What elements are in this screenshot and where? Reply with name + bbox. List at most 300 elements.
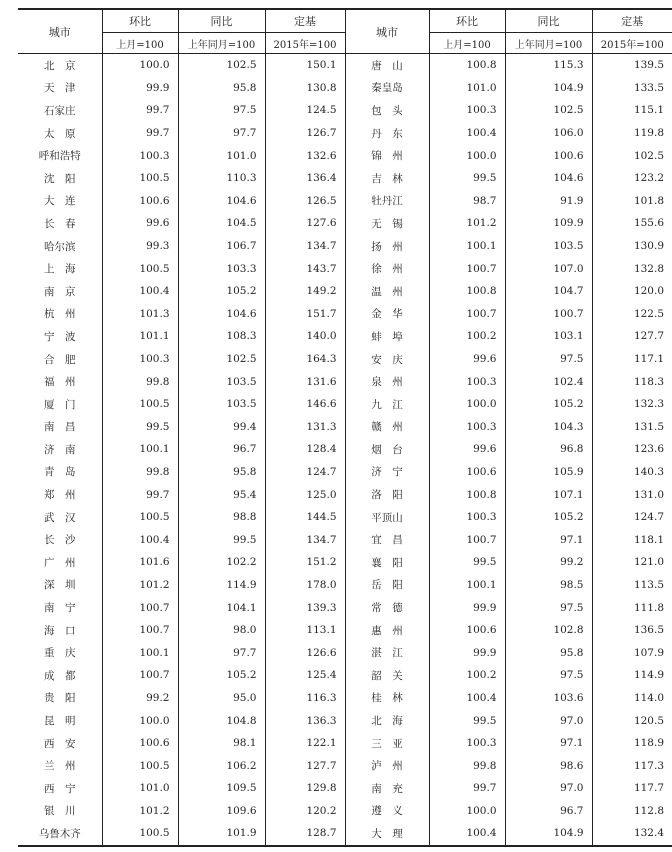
city-cell: 天 津	[44, 82, 76, 95]
table-row	[18, 348, 672, 371]
table-row	[18, 54, 672, 77]
mom-cell: 99.3	[102, 235, 178, 258]
mom-cell: 101.2	[102, 574, 178, 597]
fixed-base-cell: 136.3	[265, 709, 345, 732]
fixed-base-cell: 122.5	[592, 303, 672, 326]
fixed-base-cell: 124.5	[265, 99, 345, 122]
mom-cell: 100.4	[429, 687, 505, 710]
yoy-cell: 103.5	[178, 370, 265, 393]
yoy-cell: 96.8	[505, 438, 592, 461]
yoy-cell: 100.7	[505, 303, 592, 326]
mom-cell: 100.0	[429, 393, 505, 416]
fixed-base-cell: 116.3	[265, 687, 345, 710]
fixed-base-cell: 155.6	[592, 212, 672, 235]
mom-cell: 100.0	[102, 54, 178, 77]
table-row	[18, 754, 672, 777]
yoy-cell: 104.6	[505, 167, 592, 190]
city-cell: 岳 阳	[345, 574, 429, 597]
fixed-base-cell: 131.0	[592, 483, 672, 506]
mom-cell: 100.7	[102, 664, 178, 687]
table-row	[18, 641, 672, 664]
city-cell: 宁 波	[44, 330, 76, 343]
yoy-cell: 97.1	[505, 732, 592, 755]
city-cell: 韶 关	[345, 664, 429, 687]
yoy-cell: 106.0	[505, 122, 592, 145]
mom-cell: 100.4	[429, 822, 505, 846]
fixed-base-cell: 149.2	[265, 280, 345, 303]
fixed-base-cell: 139.5	[592, 54, 672, 77]
mom-cell: 100.6	[429, 619, 505, 642]
mom-subheader: 上月=100	[102, 33, 178, 54]
mom-header: 环比	[102, 9, 178, 33]
table-row	[18, 122, 672, 145]
city-cell: 银 川	[44, 805, 76, 818]
mom-cell: 100.7	[102, 619, 178, 642]
fixed-base-cell: 136.5	[592, 619, 672, 642]
fixed-base-cell: 132.3	[592, 393, 672, 416]
mom-cell: 99.6	[429, 438, 505, 461]
city-cell: 泉 州	[345, 370, 429, 393]
city-cell: 杭 州	[44, 308, 76, 321]
mom-cell: 99.7	[102, 99, 178, 122]
table-row	[18, 416, 672, 439]
city-cell: 成 都	[44, 669, 76, 682]
mom-cell: 100.3	[429, 99, 505, 122]
mom-cell: 100.4	[429, 122, 505, 145]
city-cell: 锦 州	[345, 144, 429, 167]
fixed-base-cell: 127.7	[265, 754, 345, 777]
fixed-base-cell: 164.3	[265, 348, 345, 371]
yoy-cell: 98.1	[178, 732, 265, 755]
fixed-base-cell: 118.1	[592, 528, 672, 551]
price-index-table	[18, 8, 672, 847]
city-cell: 牡丹江	[345, 190, 429, 213]
table-row	[18, 257, 672, 280]
city-cell: 蚌 埠	[345, 325, 429, 348]
fixed-base-cell: 140.3	[592, 461, 672, 484]
city-cell: 三 亚	[345, 732, 429, 755]
fixed-base-cell: 150.1	[265, 54, 345, 77]
mom-cell: 99.8	[102, 370, 178, 393]
yoy-header: 同比	[178, 9, 265, 33]
table-row	[18, 596, 672, 619]
mom-cell: 100.3	[429, 416, 505, 439]
mom-cell: 100.4	[102, 280, 178, 303]
city-cell: 大 理	[345, 822, 429, 846]
city-cell: 福 州	[44, 376, 76, 389]
yoy-cell: 96.7	[505, 800, 592, 823]
city-cell: 洛 阳	[345, 483, 429, 506]
mom-cell: 100.1	[429, 235, 505, 258]
yoy-subheader: 上年同月=100	[505, 33, 592, 54]
city-cell: 西 宁	[44, 782, 76, 795]
fixed-base-cell: 125.4	[265, 664, 345, 687]
mom-cell: 100.5	[102, 506, 178, 529]
city-cell: 安 庆	[345, 348, 429, 371]
fixed-base-cell: 143.7	[265, 257, 345, 280]
yoy-cell: 104.5	[178, 212, 265, 235]
fixed-base-cell: 128.7	[265, 822, 345, 846]
table-row	[18, 99, 672, 122]
mom-cell: 99.5	[429, 709, 505, 732]
yoy-cell: 103.1	[505, 325, 592, 348]
yoy-cell: 95.8	[505, 641, 592, 664]
mom-cell: 100.3	[429, 732, 505, 755]
city-cell: 沈 阳	[44, 172, 76, 185]
yoy-cell: 105.2	[505, 393, 592, 416]
mom-cell: 99.8	[429, 754, 505, 777]
table-row	[18, 709, 672, 732]
mom-cell: 100.0	[102, 709, 178, 732]
mom-cell: 100.5	[102, 754, 178, 777]
table-row	[18, 212, 672, 235]
mom-cell: 101.3	[102, 303, 178, 326]
mom-cell: 99.2	[102, 687, 178, 710]
fixed-base-cell: 130.8	[265, 77, 345, 100]
yoy-cell: 97.5	[505, 664, 592, 687]
mom-cell: 101.0	[102, 777, 178, 800]
fixed-base-cell: 122.1	[265, 732, 345, 755]
city-cell: 扬 州	[345, 235, 429, 258]
mom-cell: 100.2	[429, 664, 505, 687]
yoy-header: 同比	[505, 9, 592, 33]
mom-cell: 100.6	[429, 461, 505, 484]
yoy-subheader: 上年同月=100	[178, 33, 265, 54]
city-cell: 赣 州	[345, 416, 429, 439]
fixed-base-cell: 132.8	[592, 257, 672, 280]
yoy-cell: 98.8	[178, 506, 265, 529]
mom-cell: 100.3	[102, 144, 178, 167]
mom-cell: 100.6	[102, 732, 178, 755]
yoy-cell: 102.4	[505, 370, 592, 393]
city-cell: 烟 台	[345, 438, 429, 461]
fixed-base-cell: 113.5	[592, 574, 672, 597]
city-cell: 长 春	[44, 217, 76, 230]
yoy-cell: 101.9	[178, 822, 265, 846]
yoy-cell: 97.0	[505, 709, 592, 732]
table-row	[18, 800, 672, 823]
yoy-cell: 109.5	[178, 777, 265, 800]
table-row	[18, 77, 672, 100]
table-row	[18, 574, 672, 597]
mom-cell: 100.7	[429, 528, 505, 551]
mom-cell: 100.1	[429, 574, 505, 597]
yoy-cell: 98.5	[505, 574, 592, 597]
mom-cell: 99.8	[102, 461, 178, 484]
yoy-cell: 98.6	[505, 754, 592, 777]
fixed-base-cell: 121.0	[592, 551, 672, 574]
yoy-cell: 106.2	[178, 754, 265, 777]
mom-cell: 99.9	[429, 596, 505, 619]
mom-cell: 100.1	[102, 438, 178, 461]
fixed-base-subheader: 2015年=100	[592, 33, 672, 54]
mom-cell: 100.3	[102, 348, 178, 371]
city-cell: 遵 义	[345, 800, 429, 823]
fixed-base-cell: 151.2	[265, 551, 345, 574]
city-cell: 丹 东	[345, 122, 429, 145]
fixed-base-cell: 118.9	[592, 732, 672, 755]
yoy-cell: 98.0	[178, 619, 265, 642]
fixed-base-cell: 102.5	[592, 144, 672, 167]
city-cell: 桂 林	[345, 687, 429, 710]
mom-cell: 100.4	[102, 528, 178, 551]
fixed-base-cell: 120.5	[592, 709, 672, 732]
yoy-cell: 95.8	[178, 461, 265, 484]
yoy-cell: 104.9	[505, 77, 592, 100]
yoy-cell: 105.2	[505, 506, 592, 529]
city-header: 城市	[18, 9, 102, 54]
mom-cell: 100.7	[429, 303, 505, 326]
mom-cell: 99.9	[429, 641, 505, 664]
mom-subheader: 上月=100	[429, 33, 505, 54]
yoy-cell: 95.8	[178, 77, 265, 100]
yoy-cell: 110.3	[178, 167, 265, 190]
table-row	[18, 687, 672, 710]
fixed-base-cell: 126.7	[265, 122, 345, 145]
fixed-base-cell: 146.6	[265, 393, 345, 416]
fixed-base-cell: 133.5	[592, 77, 672, 100]
fixed-base-cell: 140.0	[265, 325, 345, 348]
yoy-cell: 97.7	[178, 122, 265, 145]
table-row	[18, 144, 672, 167]
fixed-base-cell: 125.0	[265, 483, 345, 506]
mom-cell: 101.6	[102, 551, 178, 574]
table-row	[18, 190, 672, 213]
fixed-base-cell: 112.8	[592, 800, 672, 823]
yoy-cell: 101.0	[178, 144, 265, 167]
mom-cell: 101.2	[429, 212, 505, 235]
fixed-base-cell: 139.3	[265, 596, 345, 619]
table-row	[18, 280, 672, 303]
mom-cell: 100.5	[102, 167, 178, 190]
fixed-base-cell: 131.5	[592, 416, 672, 439]
city-cell: 平顶山	[345, 506, 429, 529]
yoy-cell: 99.4	[178, 416, 265, 439]
yoy-cell: 107.0	[505, 257, 592, 280]
table-row	[18, 528, 672, 551]
mom-cell: 100.2	[429, 325, 505, 348]
city-cell: 包 头	[345, 99, 429, 122]
mom-cell: 99.5	[429, 551, 505, 574]
yoy-cell: 104.1	[178, 596, 265, 619]
city-cell: 长 沙	[44, 534, 76, 547]
yoy-cell: 102.5	[178, 54, 265, 77]
table-row	[18, 235, 672, 258]
yoy-cell: 105.2	[178, 280, 265, 303]
city-cell: 温 州	[345, 280, 429, 303]
fixed-base-cell: 111.8	[592, 596, 672, 619]
mom-cell: 100.6	[102, 190, 178, 213]
mom-cell: 100.7	[102, 596, 178, 619]
fixed-base-cell: 101.8	[592, 190, 672, 213]
city-cell: 湛 江	[345, 641, 429, 664]
mom-cell: 100.0	[429, 800, 505, 823]
city-cell: 金 华	[345, 303, 429, 326]
table-row	[18, 619, 672, 642]
mom-cell: 100.7	[429, 257, 505, 280]
table-row	[18, 483, 672, 506]
city-cell: 泸 州	[345, 754, 429, 777]
mom-header: 环比	[429, 9, 505, 33]
fixed-base-cell: 130.9	[592, 235, 672, 258]
yoy-cell: 103.6	[505, 687, 592, 710]
table-row	[18, 370, 672, 393]
yoy-cell: 104.7	[505, 280, 592, 303]
city-header: 城市	[345, 9, 429, 54]
fixed-base-cell: 113.1	[265, 619, 345, 642]
fixed-base-cell: 151.7	[265, 303, 345, 326]
yoy-cell: 97.0	[505, 777, 592, 800]
mom-cell: 100.8	[429, 54, 505, 77]
yoy-cell: 97.5	[505, 348, 592, 371]
fixed-base-header: 定基	[592, 9, 672, 33]
city-cell: 呼和浩特	[38, 150, 81, 163]
yoy-cell: 105.2	[178, 664, 265, 687]
city-cell: 乌鲁木齐	[18, 822, 102, 846]
table-row	[18, 777, 672, 800]
mom-cell: 100.3	[429, 506, 505, 529]
yoy-cell: 103.5	[178, 393, 265, 416]
fixed-base-cell: 128.4	[265, 438, 345, 461]
city-cell: 贵 阳	[44, 692, 76, 705]
yoy-cell: 104.3	[505, 416, 592, 439]
mom-cell: 99.7	[102, 122, 178, 145]
fixed-base-cell: 123.6	[592, 438, 672, 461]
table-row	[18, 822, 672, 846]
fixed-base-cell: 120.0	[592, 280, 672, 303]
table-row	[18, 438, 672, 461]
city-cell: 北 京	[44, 59, 76, 72]
city-cell: 秦皇岛	[345, 77, 429, 100]
yoy-cell: 115.3	[505, 54, 592, 77]
yoy-cell: 97.7	[178, 641, 265, 664]
fixed-base-cell: 124.7	[265, 461, 345, 484]
table-row	[18, 664, 672, 687]
yoy-cell: 95.4	[178, 483, 265, 506]
table-row	[18, 393, 672, 416]
mom-cell: 99.9	[102, 77, 178, 100]
yoy-cell: 104.8	[178, 709, 265, 732]
fixed-base-subheader: 2015年=100	[265, 33, 345, 54]
city-cell: 昆 明	[44, 715, 76, 728]
city-cell: 武 汉	[44, 511, 76, 524]
city-cell: 唐 山	[345, 54, 429, 77]
yoy-cell: 102.8	[505, 619, 592, 642]
yoy-cell: 104.6	[178, 303, 265, 326]
fixed-base-cell: 126.6	[265, 641, 345, 664]
yoy-cell: 100.6	[505, 144, 592, 167]
city-cell: 厦 门	[44, 398, 76, 411]
mom-cell: 99.6	[429, 348, 505, 371]
fixed-base-cell: 131.6	[265, 370, 345, 393]
city-cell: 九 江	[345, 393, 429, 416]
mom-cell: 101.1	[102, 325, 178, 348]
mom-cell: 99.7	[102, 483, 178, 506]
yoy-cell: 104.9	[505, 822, 592, 846]
fixed-base-cell: 123.2	[592, 167, 672, 190]
fixed-base-cell: 114.9	[592, 664, 672, 687]
fixed-base-cell: 127.7	[592, 325, 672, 348]
yoy-cell: 102.2	[178, 551, 265, 574]
yoy-cell: 109.9	[505, 212, 592, 235]
yoy-cell: 96.7	[178, 438, 265, 461]
city-cell: 吉 林	[345, 167, 429, 190]
city-cell: 徐 州	[345, 257, 429, 280]
fixed-base-cell: 131.3	[265, 416, 345, 439]
fixed-base-cell: 132.4	[592, 822, 672, 846]
city-cell: 无 锡	[345, 212, 429, 235]
fixed-base-cell: 115.1	[592, 99, 672, 122]
table-row	[18, 732, 672, 755]
yoy-cell: 103.5	[505, 235, 592, 258]
city-cell: 青 岛	[44, 466, 76, 479]
mom-cell: 98.7	[429, 190, 505, 213]
yoy-cell: 99.2	[505, 551, 592, 574]
mom-cell: 101.0	[429, 77, 505, 100]
fixed-base-cell: 120.2	[265, 800, 345, 823]
fixed-base-cell: 134.7	[265, 528, 345, 551]
yoy-cell: 95.0	[178, 687, 265, 710]
yoy-cell: 97.5	[178, 99, 265, 122]
yoy-cell: 109.6	[178, 800, 265, 823]
mom-cell: 100.5	[102, 257, 178, 280]
fixed-base-cell: 124.7	[592, 506, 672, 529]
yoy-cell: 108.3	[178, 325, 265, 348]
city-cell: 合 肥	[44, 353, 76, 366]
city-cell: 南 京	[44, 285, 76, 298]
city-cell: 深 圳	[44, 579, 76, 592]
yoy-cell: 106.7	[178, 235, 265, 258]
city-cell: 惠 州	[345, 619, 429, 642]
fixed-base-cell: 127.6	[265, 212, 345, 235]
fixed-base-cell: 178.0	[265, 574, 345, 597]
yoy-cell: 102.5	[505, 99, 592, 122]
mom-cell: 100.8	[429, 483, 505, 506]
city-cell: 重 庆	[44, 647, 76, 660]
fixed-base-cell: 118.3	[592, 370, 672, 393]
yoy-cell: 99.5	[178, 528, 265, 551]
table-row	[18, 551, 672, 574]
city-cell: 襄 阳	[345, 551, 429, 574]
yoy-cell: 91.9	[505, 190, 592, 213]
fixed-base-cell: 129.8	[265, 777, 345, 800]
city-cell: 北 海	[345, 709, 429, 732]
city-cell: 广 州	[44, 556, 76, 569]
city-cell: 常 德	[345, 596, 429, 619]
mom-cell: 100.5	[102, 822, 178, 846]
city-cell: 南 充	[345, 777, 429, 800]
city-cell: 大 连	[44, 195, 76, 208]
city-cell: 南 昌	[44, 421, 76, 434]
yoy-cell: 102.5	[178, 348, 265, 371]
city-cell: 济 南	[44, 443, 76, 456]
yoy-cell: 114.9	[178, 574, 265, 597]
fixed-base-cell: 136.4	[265, 167, 345, 190]
city-cell: 石家庄	[44, 104, 76, 117]
table-row	[18, 167, 672, 190]
yoy-cell: 103.3	[178, 257, 265, 280]
table-row	[18, 325, 672, 348]
city-cell: 西 安	[44, 737, 76, 750]
table-row	[18, 506, 672, 529]
city-cell: 兰 州	[44, 760, 76, 773]
fixed-base-cell: 126.5	[265, 190, 345, 213]
fixed-base-cell: 107.9	[592, 641, 672, 664]
mom-cell: 99.7	[429, 777, 505, 800]
fixed-base-cell: 117.1	[592, 348, 672, 371]
city-cell: 郑 州	[44, 489, 76, 502]
city-cell: 上 海	[44, 263, 76, 276]
